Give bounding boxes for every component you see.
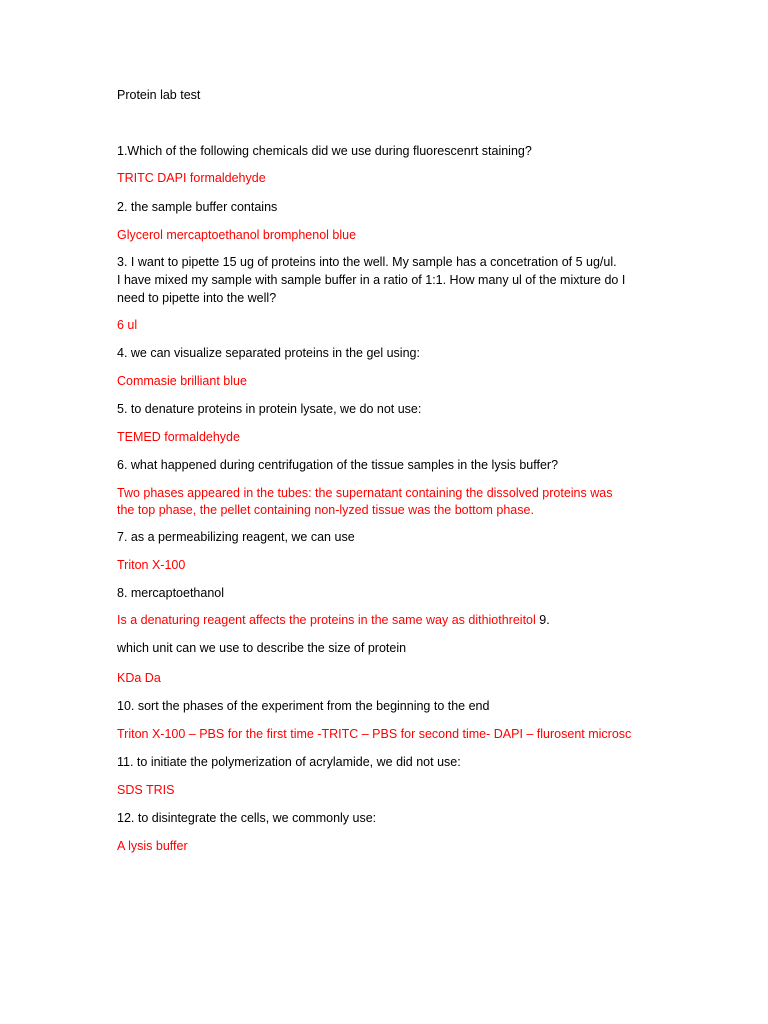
answer-3: 6 ul [117,318,138,332]
question-10: 10. sort the phases of the experiment from the beginning to the end [117,699,490,713]
answer-5: TEMED formaldehyde [117,430,240,444]
answer-8: Is a denaturing reagent affects the proteins in the same way as dithiothreitol [117,613,536,627]
answer-4: Commasie brilliant blue [117,374,247,388]
question-3-line-1: 3. I want to pipette 15 ug of proteins into the well. My sample has a concetration of 5 ug/ul. [117,255,617,269]
answer-2: Glycerol mercaptoethanol bromphenol blue [117,228,357,242]
answer-1: TRITC DAPI formaldehyde [117,171,266,185]
question-11: 11. to initiate the polymerization of acrylamide, we did not use: [117,755,461,769]
answer-6-line-2: the top phase, the pellet containing non-lyzed tissue was the bottom phase. [117,503,534,517]
answer-11: SDS TRIS [117,783,175,797]
question-8: 8. mercaptoethanol [117,586,225,600]
answer-9: KDa Da [117,671,161,685]
document-title: Protein lab test [117,88,201,102]
question-5: 5. to denature proteins in protein lysate, we do not use: [117,402,422,416]
question-6: 6. what happened during centrifugation of the tissue samples in the lysis buffer? [117,458,559,472]
answer-6-line-1: Two phases appeared in the tubes: the supernatant containing the dissolved proteins was [117,486,613,500]
answer-10: Triton X-100 – PBS for the first time -TRITC – PBS for second time- DAPI – flurosent microsc [117,727,632,741]
question-9-number: 9. [535,613,550,627]
question-2: 2. the sample buffer contains [117,200,278,214]
question-1: 1.Which of the following chemicals did we use during fluorescenrt staining? [117,144,532,158]
answer-8-row [117,611,550,629]
question-3-line-3: need to pipette into the well? [117,291,277,305]
answer-7: Triton X-100 [117,558,186,572]
answer-12: A lysis buffer [117,839,188,853]
question-12: 12. to disintegrate the cells, we commonly use: [117,811,377,825]
question-3-line-2: I have mixed my sample with sample buffer in a ratio of 1:1. How many ul of the mixture do I [117,273,626,287]
question-9: which unit can we use to describe the size of protein [117,641,407,655]
question-7: 7. as a permeabilizing reagent, we can use [117,530,355,544]
question-4: 4. we can visualize separated proteins in the gel using: [117,346,420,360]
